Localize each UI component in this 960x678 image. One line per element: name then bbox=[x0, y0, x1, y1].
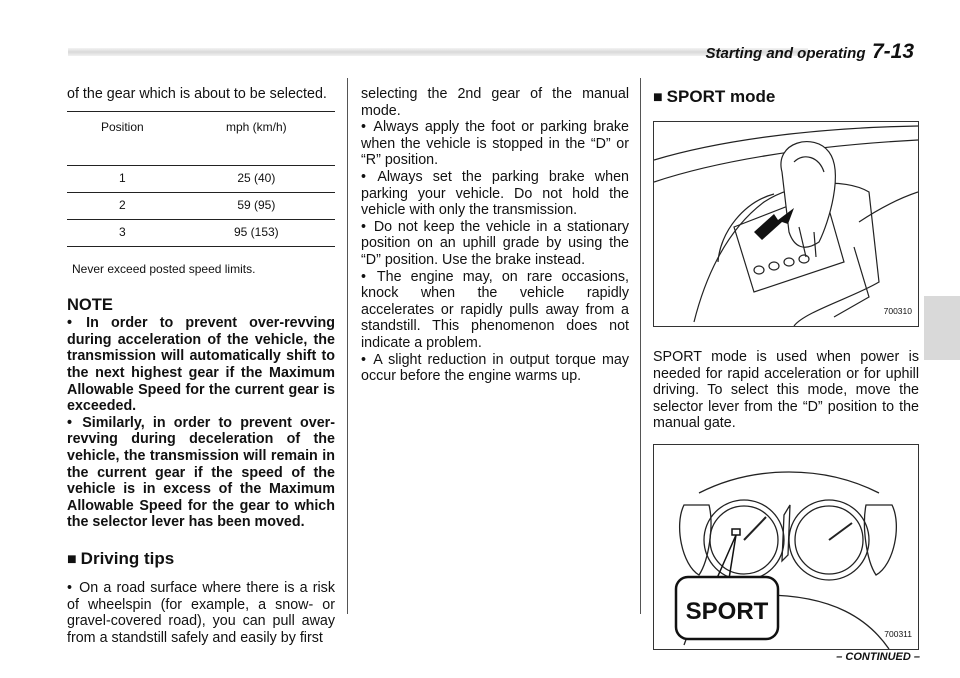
section-heading-sport-mode: ■ SPORT mode bbox=[653, 87, 776, 106]
table-cell: 1 bbox=[67, 165, 178, 192]
table-cell: 2 bbox=[67, 192, 178, 219]
table-note: Never exceed posted speed limits. bbox=[72, 261, 256, 276]
chapter-thumb-tab bbox=[924, 296, 960, 360]
table-cell: 95 (153) bbox=[178, 219, 335, 246]
list-item: • On a road surface where there is a risk of wheelspin (for example, a snow- or gravel-covered road), you can pull away from a standstill safely and easily by first bbox=[67, 579, 335, 646]
bullet-icon: • bbox=[67, 315, 73, 332]
header-rule bbox=[68, 48, 808, 56]
gear-selector-illustration bbox=[654, 122, 918, 326]
bullet-icon: • bbox=[361, 119, 367, 136]
table-row bbox=[67, 165, 335, 192]
table-header-speed: mph (km/h) bbox=[178, 111, 335, 165]
max-speed-table bbox=[67, 111, 335, 247]
note-heading: NOTE bbox=[67, 296, 113, 315]
column-divider bbox=[640, 78, 641, 614]
bullet-icon: • bbox=[361, 268, 367, 285]
running-header bbox=[706, 40, 915, 64]
table-cell: 25 (40) bbox=[178, 165, 335, 192]
square-bullet-icon: ■ bbox=[67, 550, 77, 568]
page-number: 7-13 bbox=[871, 40, 914, 63]
figure-code: 700311 bbox=[884, 629, 912, 640]
column-1 bbox=[67, 86, 335, 646]
table-row bbox=[67, 219, 335, 246]
list-item: • Always apply the foot or parking brake when the vehicle is stopped in the “D” or “R” position. bbox=[361, 119, 629, 169]
section-heading-driving-tips: ■ Driving tips bbox=[67, 548, 175, 568]
bullet-icon: • bbox=[361, 218, 367, 235]
note-bullet: • Similarly, in order to prevent over-revving during deceleration of the vehicle, the transmission will remain in the current gear if the speed of the vehicle is in excess of the Maximum Allowable Speed for the gear to which the selector lever has been moved. bbox=[67, 414, 335, 531]
square-bullet-icon: ■ bbox=[653, 89, 663, 106]
sport-mode-paragraph: SPORT mode is used when power is needed for rapid acceleration or for uphill driving. To select this mode, move the selector lever from the “D” position to the manual gate. bbox=[653, 349, 919, 432]
figure-code: 700310 bbox=[883, 306, 912, 317]
table-row bbox=[67, 192, 335, 219]
list-item: • Do not keep the vehicle in a stationary position on an uphill grade by using the “D” position. Use the brake instead. bbox=[361, 218, 629, 268]
continued-text: selecting the 2nd gear of the manual mode. bbox=[361, 86, 629, 119]
note-bullet: • In order to prevent over-revving during acceleration of the vehicle, the transmission will automatically shift to the next highest gear if the Maximum Allowable Speed for the current gear is exceeded. bbox=[67, 315, 335, 415]
list-item: • Always set the parking brake when parking your vehicle. Do not hold the vehicle with only the transmission. bbox=[361, 168, 629, 219]
instrument-cluster-figure bbox=[653, 444, 919, 650]
column-divider bbox=[347, 78, 348, 614]
bullet-icon: • bbox=[361, 168, 367, 185]
header-title: Starting and operating bbox=[705, 45, 866, 62]
table-cell: 59 (95) bbox=[178, 192, 335, 219]
bullet-icon: • bbox=[361, 351, 367, 368]
list-item: • The engine may, on rare occasions, knock when the vehicle rapidly accelerates or rapidly pulls away from a standstill. This phenomenon does not indicate a problem. bbox=[361, 268, 629, 351]
list-item: • A slight reduction in output torque may occur before the engine warms up. bbox=[361, 351, 629, 385]
intro-text: of the gear which is about to be selected. bbox=[67, 86, 327, 102]
column-2 bbox=[361, 86, 629, 385]
table-header-row bbox=[67, 111, 335, 165]
sport-indicator-illustration bbox=[654, 445, 918, 649]
continued-footer: – CONTINUED – bbox=[836, 651, 920, 663]
column-3 bbox=[653, 86, 919, 650]
selector-lever-figure bbox=[653, 121, 919, 327]
table-header-position: Position bbox=[67, 111, 178, 165]
bullet-icon: • bbox=[67, 579, 73, 596]
bullet-icon: • bbox=[67, 414, 73, 431]
sport-indicator-label: SPORT bbox=[685, 597, 769, 625]
table-cell: 3 bbox=[67, 219, 178, 246]
